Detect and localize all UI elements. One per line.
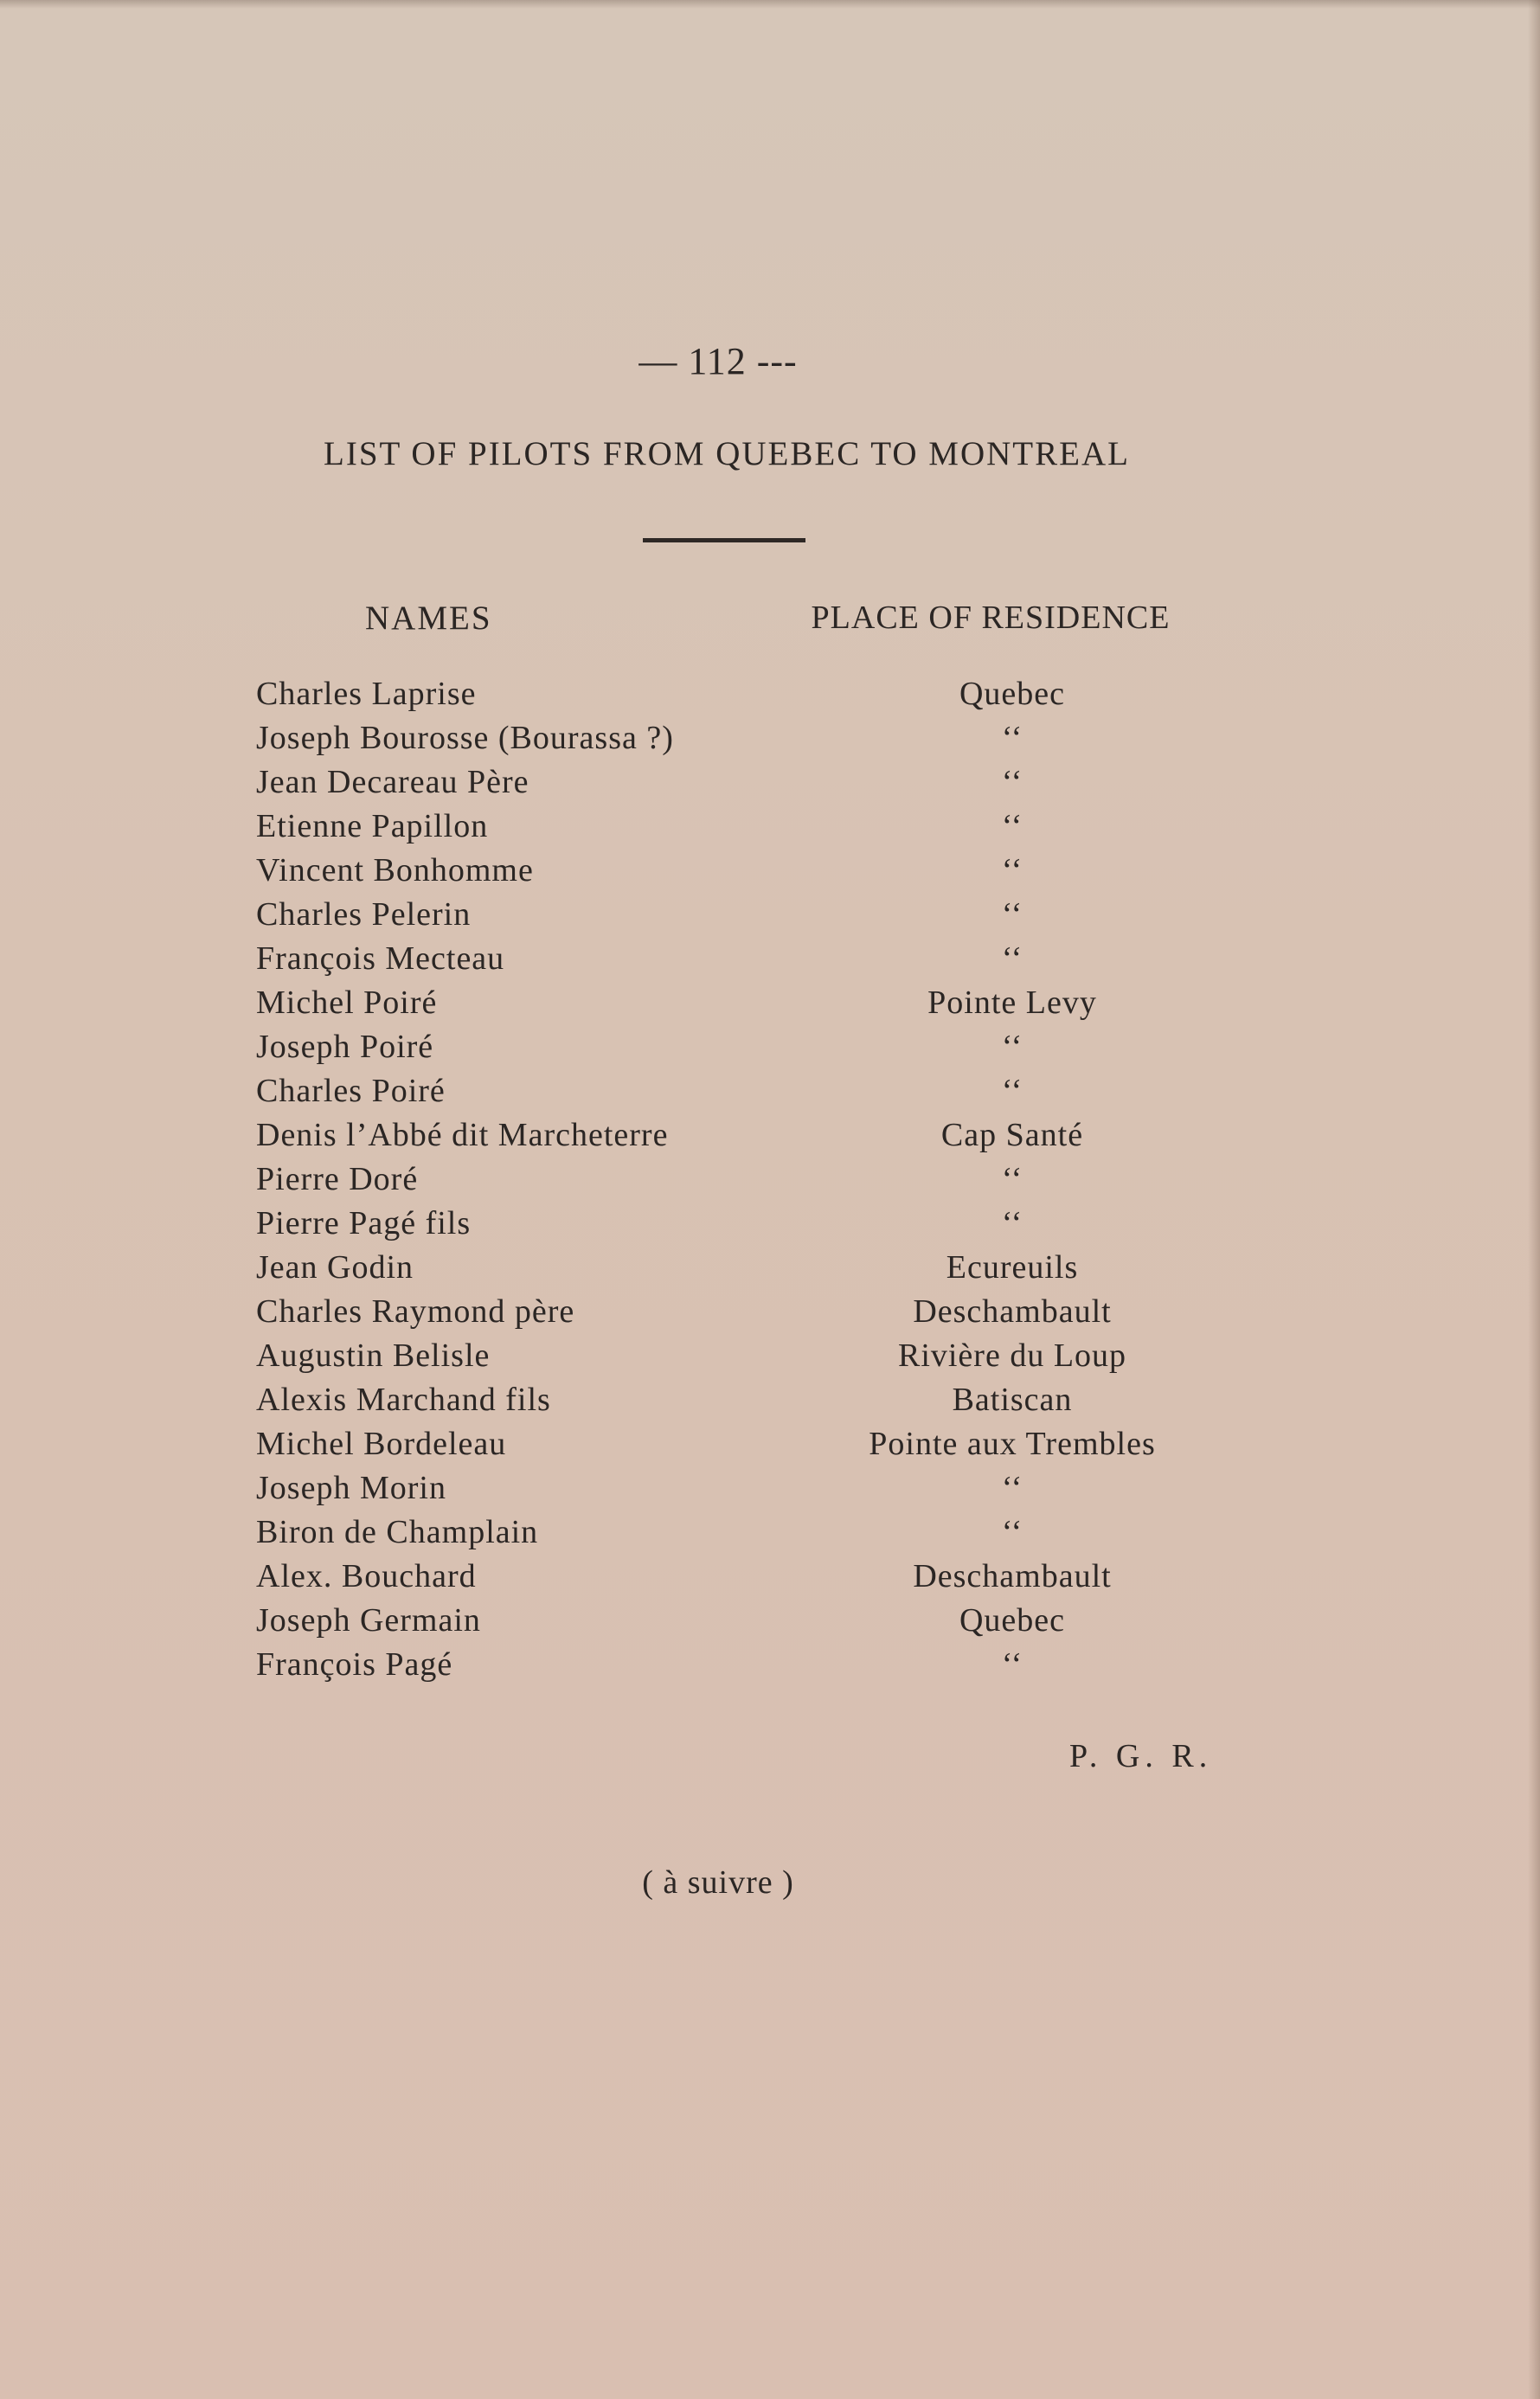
pilot-name: Joseph Germain	[256, 1602, 481, 1639]
pilot-name: Charles Pelerin	[256, 896, 472, 933]
pilot-residence: Quebec	[959, 1602, 1066, 1639]
table-row	[0, 763, 1540, 807]
pilot-name: Michel Poiré	[256, 985, 438, 1021]
pilot-name: Augustin Belisle	[256, 1337, 491, 1374]
table-row	[0, 1337, 1540, 1381]
table-row	[0, 1293, 1540, 1337]
pilot-name: Jean Decareau Père	[256, 764, 529, 800]
pilot-residence: ‘‘	[1001, 1161, 1023, 1197]
table-row	[0, 1557, 1540, 1601]
pilot-name: Denis l’Abbé dit Marcheterre	[256, 1117, 669, 1153]
pilot-name: Joseph Bourosse (Bourassa ?)	[256, 720, 674, 756]
pilot-name: François Pagé	[256, 1646, 453, 1683]
pilot-name: Joseph Poiré	[256, 1029, 434, 1065]
pilot-residence: ‘‘	[1001, 1514, 1023, 1550]
table-row	[0, 1425, 1540, 1469]
table-row	[0, 1204, 1540, 1248]
pilot-residence: Deschambault	[913, 1293, 1112, 1330]
pilot-residence: ‘‘	[1001, 764, 1023, 800]
pilot-name: Biron de Champlain	[256, 1514, 539, 1550]
place-column-header: PLACE OF RESIDENCE	[811, 600, 1171, 636]
pilot-residence: ‘‘	[1001, 1205, 1023, 1241]
pilot-name: Joseph Morin	[256, 1470, 446, 1506]
table-row	[0, 851, 1540, 895]
table-row	[0, 1072, 1540, 1116]
pilot-name: Jean Godin	[256, 1249, 414, 1286]
pilot-residence: ‘‘	[1001, 896, 1023, 933]
pilot-residence: Cap Santé	[940, 1117, 1084, 1153]
pilot-residence: ‘‘	[1001, 940, 1023, 977]
pilot-name: Alex. Bouchard	[256, 1558, 477, 1594]
table-row	[0, 1116, 1540, 1160]
page-title: LIST OF PILOTS FROM QUEBEC TO MONTREAL	[324, 435, 1130, 472]
pilot-residence: Rivière du Loup	[897, 1337, 1127, 1374]
pilot-residence: Deschambault	[913, 1558, 1112, 1594]
table-row	[0, 1645, 1540, 1690]
pilot-residence: Batiscan	[952, 1382, 1073, 1418]
table-row	[0, 1381, 1540, 1425]
pilot-name: Charles Raymond père	[256, 1293, 575, 1330]
page-top-edge	[0, 0, 1540, 9]
pilot-name: Vincent Bonhomme	[256, 852, 534, 888]
pilot-name: Michel Bordeleau	[256, 1426, 507, 1462]
pilot-residence: ‘‘	[1001, 720, 1023, 756]
table-row	[0, 719, 1540, 763]
pilot-residence: Pointe Levy	[927, 985, 1097, 1021]
table-row	[0, 1469, 1540, 1513]
table-row	[0, 1601, 1540, 1645]
names-column-header: NAMES	[365, 600, 492, 637]
author-initials: P. G. R.	[1069, 1738, 1213, 1774]
page-number: — 112 ---	[638, 340, 798, 382]
table-row	[0, 1248, 1540, 1293]
pilot-residence: Ecureuils	[946, 1249, 1079, 1286]
table-row	[0, 984, 1540, 1028]
pilot-name: François Mecteau	[256, 940, 505, 977]
pilot-residence: ‘‘	[1001, 1646, 1023, 1683]
pilot-residence: Quebec	[959, 676, 1066, 712]
table-row	[0, 940, 1540, 984]
pilot-residence: ‘‘	[1001, 852, 1023, 888]
table-row	[0, 1160, 1540, 1204]
pilot-residence: ‘‘	[1001, 808, 1023, 844]
table-row	[0, 1028, 1540, 1072]
pilot-residence: ‘‘	[1001, 1073, 1023, 1109]
continued-note: ( à suivre )	[642, 1864, 794, 1901]
pilot-residence: ‘‘	[1001, 1470, 1023, 1506]
pilot-residence: Pointe aux Trembles	[869, 1426, 1156, 1462]
table-row	[0, 895, 1540, 940]
pilot-name: Charles Poiré	[256, 1073, 446, 1109]
table-row	[0, 675, 1540, 719]
table-row	[0, 807, 1540, 851]
pilot-name: Etienne Papillon	[256, 808, 489, 844]
pilot-name: Pierre Doré	[256, 1161, 419, 1197]
pilot-residence: ‘‘	[1001, 1029, 1023, 1065]
pilot-name: Pierre Pagé fils	[256, 1205, 472, 1241]
table-row	[0, 1513, 1540, 1557]
pilot-name: Charles Laprise	[256, 676, 477, 712]
pilot-name: Alexis Marchand fils	[256, 1382, 551, 1418]
title-rule	[643, 538, 805, 542]
